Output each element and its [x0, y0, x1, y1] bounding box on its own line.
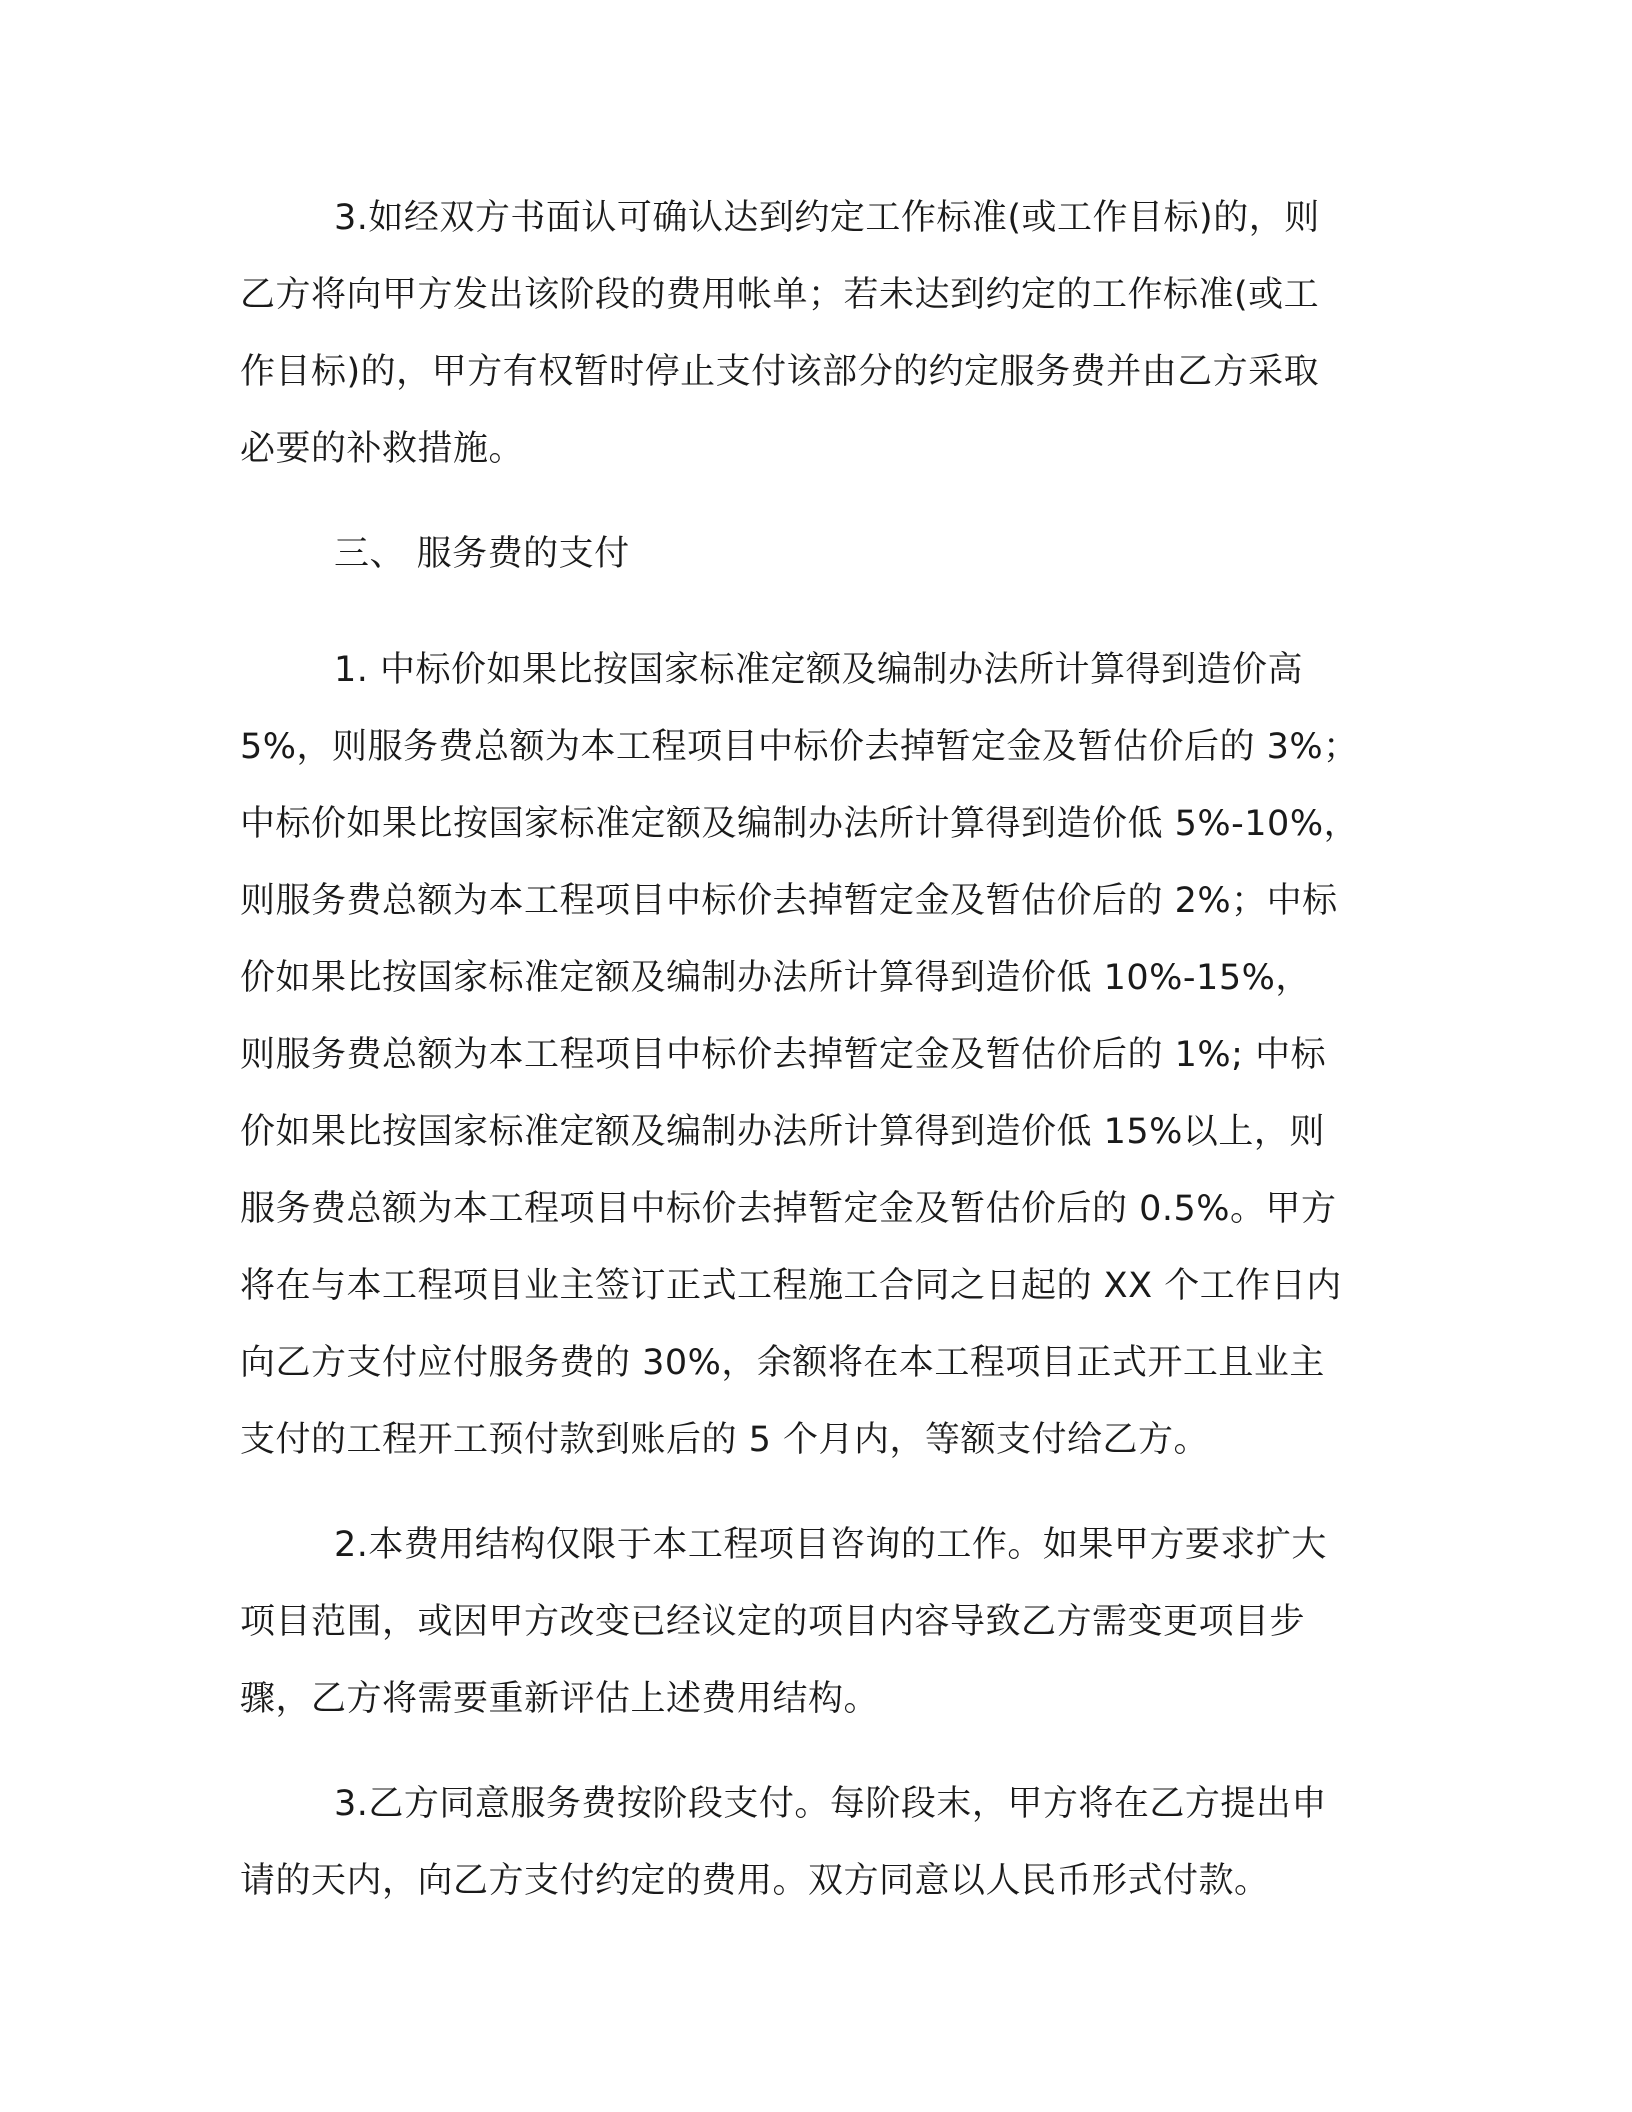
text-line: 5%，则服务费总额为本工程项目中标价去掉暂定金及暂估价后的 3%；	[240, 727, 1359, 767]
paragraph-fee-calculation	[240, 632, 1380, 1479]
text-line: 则服务费总额为本工程项目中标价去掉暂定金及暂估价后的 2%；中标	[240, 881, 1338, 921]
text-line: 将在与本工程项目业主签订正式工程施工合同之日起的 XX 个工作日内	[240, 1266, 1342, 1306]
text-line: 价如果比按国家标准定额及编制办法所计算得到造价低 15%以上，则	[240, 1112, 1325, 1152]
section-heading	[240, 516, 1380, 593]
paragraph-payment-stages	[240, 1766, 1380, 1920]
text-line: 3.乙方同意服务费按阶段支付。每阶段末，甲方将在乙方提出申	[334, 1784, 1327, 1824]
text-line: 骤，乙方将需要重新评估上述费用结构。	[240, 1679, 880, 1719]
text-line: 乙方将向甲方发出该阶段的费用帐单；若未达到约定的工作标准(或工	[240, 275, 1320, 315]
text-line: 价如果比按国家标准定额及编制办法所计算得到造价低 10%-15%，	[240, 958, 1311, 998]
section-heading-text: 三、 服务费的支付	[334, 534, 630, 574]
text-line: 3.如经双方书面认可确认达到约定工作标准(或工作目标)的，则	[334, 198, 1320, 238]
text-line: 服务费总额为本工程项目中标价去掉暂定金及暂估价后的 0.5%。甲方	[240, 1189, 1337, 1229]
paragraph-work-standard	[240, 180, 1380, 488]
text-line: 向乙方支付应付服务费的 30%，余额将在本工程项目正式开工且业主	[240, 1343, 1325, 1383]
text-line: 2.本费用结构仅限于本工程项目咨询的工作。如果甲方要求扩大	[334, 1525, 1327, 1565]
text-line: 作目标)的，甲方有权暂时停止支付该部分的约定服务费并由乙方采取	[240, 352, 1320, 392]
text-line: 项目范围，或因甲方改变已经议定的项目内容导致乙方需变更项目步	[240, 1602, 1306, 1642]
paragraph-fee-scope	[240, 1507, 1380, 1738]
text-line: 中标价如果比按国家标准定额及编制办法所计算得到造价低 5%-10%，	[240, 804, 1360, 844]
text-line: 则服务费总额为本工程项目中标价去掉暂定金及暂估价后的 1%; 中标	[240, 1035, 1327, 1075]
text-line: 1. 中标价如果比按国家标准定额及编制办法所计算得到造价高	[334, 650, 1304, 690]
text-line: 必要的补救措施。	[240, 429, 525, 469]
text-line: 请的天内，向乙方支付约定的费用。双方同意以人民币形式付款。	[240, 1861, 1270, 1901]
text-line: 支付的工程开工预付款到账后的 5 个月内，等额支付给乙方。	[240, 1420, 1210, 1460]
